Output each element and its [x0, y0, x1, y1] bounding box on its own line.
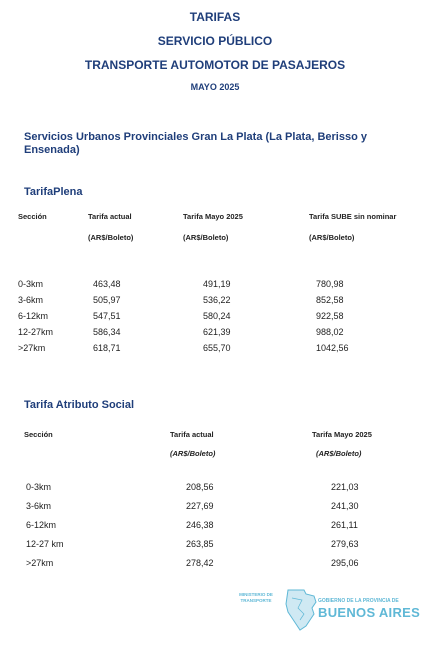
row-actual: 246,38 [186, 520, 214, 530]
province-logo [318, 598, 420, 620]
row-seccion: 6-12km [26, 520, 57, 530]
row-actual: 618,71 [93, 343, 121, 353]
row-actual: 227,69 [186, 501, 214, 511]
col-actual-header: Tarifa actual [170, 430, 214, 439]
header-date: MAYO 2025 [190, 82, 240, 92]
ministry-logo [232, 592, 280, 604]
row-mayo: 261,11 [331, 520, 358, 530]
row-sube: 1042,56 [316, 343, 349, 353]
gov-line2: BUENOS AIRES [318, 605, 421, 620]
col-actual-unit: (AR$/Boleto) [170, 449, 216, 458]
row-mayo: 536,22 [203, 295, 231, 305]
row-mayo: 655,70 [203, 343, 231, 353]
row-seccion: 0-3km [18, 279, 44, 289]
col-mayo-unit: (AR$/Boleto) [316, 449, 362, 458]
row-mayo: 621,39 [203, 327, 231, 337]
row-seccion: >27km [18, 343, 46, 353]
row-mayo: 491,19 [203, 279, 231, 289]
row-actual: 505,97 [93, 295, 121, 305]
header-subtitle: SERVICIO PÚBLICO [157, 34, 273, 48]
col-mayo-unit: (AR$/Boleto) [183, 233, 229, 242]
col-sube-unit: (AR$/Boleto) [309, 233, 355, 242]
col-mayo-header: Tarifa Mayo 2025 [312, 430, 372, 439]
row-actual: 208,56 [186, 482, 214, 492]
province-map-icon [284, 588, 318, 637]
row-seccion: >27km [26, 558, 54, 568]
row-seccion: 12-27km [18, 327, 54, 337]
row-sube: 988,02 [316, 327, 344, 337]
tarifa-plena-title: TarifaPlena [24, 186, 83, 198]
row-seccion: 6-12km [18, 311, 49, 321]
row-sube: 780,98 [316, 279, 344, 289]
col-actual-header: Tarifa actual [88, 212, 132, 221]
row-actual: 586,34 [93, 327, 121, 337]
col-sube-header: Tarifa SUBE sin nominar [309, 212, 397, 221]
row-sube: 922,58 [316, 311, 344, 321]
tarifa-social-title: Tarifa Atributo Social [24, 399, 135, 411]
row-seccion: 0-3km [26, 482, 52, 492]
gov-line1: GOBIERNO DE LA PROVINCIA DE [318, 598, 399, 604]
services-title: Servicios Urbanos Provinciales Gran La Plata (La Plata, Berisso y Ensenada) [24, 131, 367, 156]
row-actual: 278,42 [186, 558, 214, 568]
row-mayo: 580,24 [203, 311, 231, 321]
row-sube: 852,58 [316, 295, 344, 305]
row-seccion: 3-6km [18, 295, 44, 305]
col-seccion-header: Sección [24, 430, 53, 439]
row-seccion: 3-6km [26, 501, 52, 511]
ministry-line1: MINISTERIO DE [239, 592, 273, 597]
col-actual-unit: (AR$/Boleto) [88, 233, 134, 242]
ministry-line2: TRANSPORTE [240, 598, 272, 603]
col-seccion-header: Sección [18, 212, 47, 221]
row-seccion: 12-27 km [26, 539, 64, 549]
col-mayo-header: Tarifa Mayo 2025 [183, 212, 243, 221]
row-mayo: 221,03 [331, 482, 359, 492]
row-actual: 463,48 [93, 279, 121, 289]
header-title: TARIFAS [189, 10, 241, 24]
row-actual: 547,51 [93, 311, 121, 321]
row-actual: 263,85 [186, 539, 214, 549]
row-mayo: 295,06 [331, 558, 359, 568]
header-transport: TRANSPORTE AUTOMOTOR DE PASAJEROS [84, 58, 346, 72]
row-mayo: 241,30 [331, 501, 359, 511]
row-mayo: 279,63 [331, 539, 359, 549]
